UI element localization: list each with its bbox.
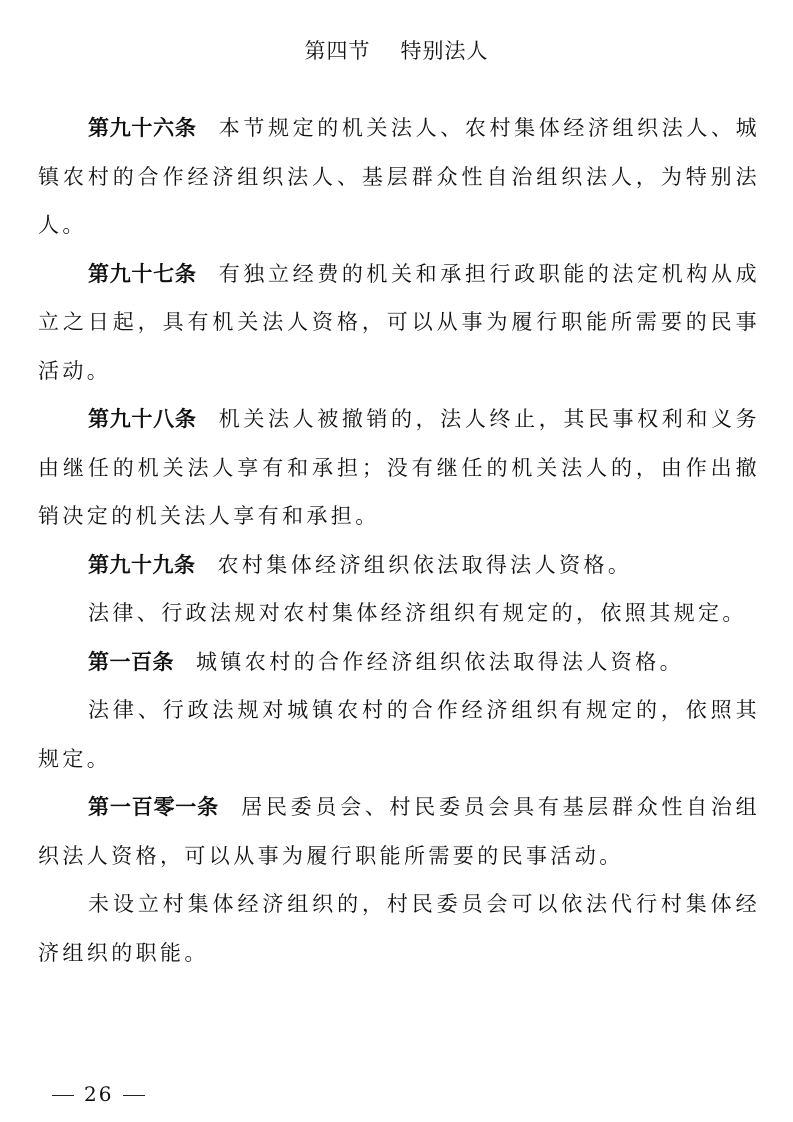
section-title: [0, 36, 793, 66]
footer-dash-right: [123, 1095, 145, 1096]
article-101-paragraph-2: 未设立村集体经济组织的，村民委员会可以依法代行村集体经济组织的职能。: [38, 892, 760, 965]
article-100-number: 第一百条: [88, 649, 174, 674]
article-99-text: 农村集体经济组织依法取得法人资格。: [217, 552, 633, 577]
article-99-paragraph-2: 法律、行政法规对农村集体经济组织有规定的，依照其规定。: [88, 601, 747, 625]
article-101-text: 居民委员会、村民委员会具有基层群众性自治组织法人资格，可以从事为履行职能所需要的民事活动。: [38, 795, 761, 868]
article-99: [38, 541, 760, 590]
article-99-number: 第九十九条: [88, 552, 196, 577]
article-96-number: 第九十六条: [88, 116, 197, 140]
article-98-text: 机关法人被撤销的，法人终止，其民事权利和义务由继任的机关法人享有和承担；没有继任的机关法人的，由作出撤销决定的机关法人享有和承担。: [38, 407, 760, 528]
article-96: [38, 104, 760, 250]
article-97-text: 有独立经费的机关和承担行政职能的法定机构从成立之日起，具有机关法人资格，可以从事为履行职能所需要的民事活动。: [38, 261, 760, 383]
article-97: [38, 250, 760, 396]
article-100-paragraph-2: 法律、行政法规对城镇农村的合作经济组织有规定的，依照其规定。: [38, 698, 760, 771]
article-98-number: 第九十八条: [88, 407, 197, 431]
article-100: [38, 638, 760, 687]
page-footer: [42, 1080, 155, 1108]
page-number: 26: [84, 1082, 114, 1106]
document-body: [38, 104, 760, 977]
article-98: [38, 395, 760, 541]
footer-dash-left: [52, 1095, 74, 1096]
section-title-prefix: 第四节: [304, 39, 371, 63]
article-100-text: 城镇农村的合作经济组织依法取得法人资格。: [196, 649, 684, 674]
article-96-text: 本节规定的机关法人、农村集体经济组织法人、城镇农村的合作经济组织法人、基层群众性自治组织法人，为特别法人。: [38, 116, 760, 237]
article-97-number: 第九十七条: [88, 261, 197, 286]
section-title-text: 特别法人: [400, 39, 489, 63]
article-101-number: 第一百零一条: [88, 795, 219, 819]
article-101: [38, 783, 760, 880]
